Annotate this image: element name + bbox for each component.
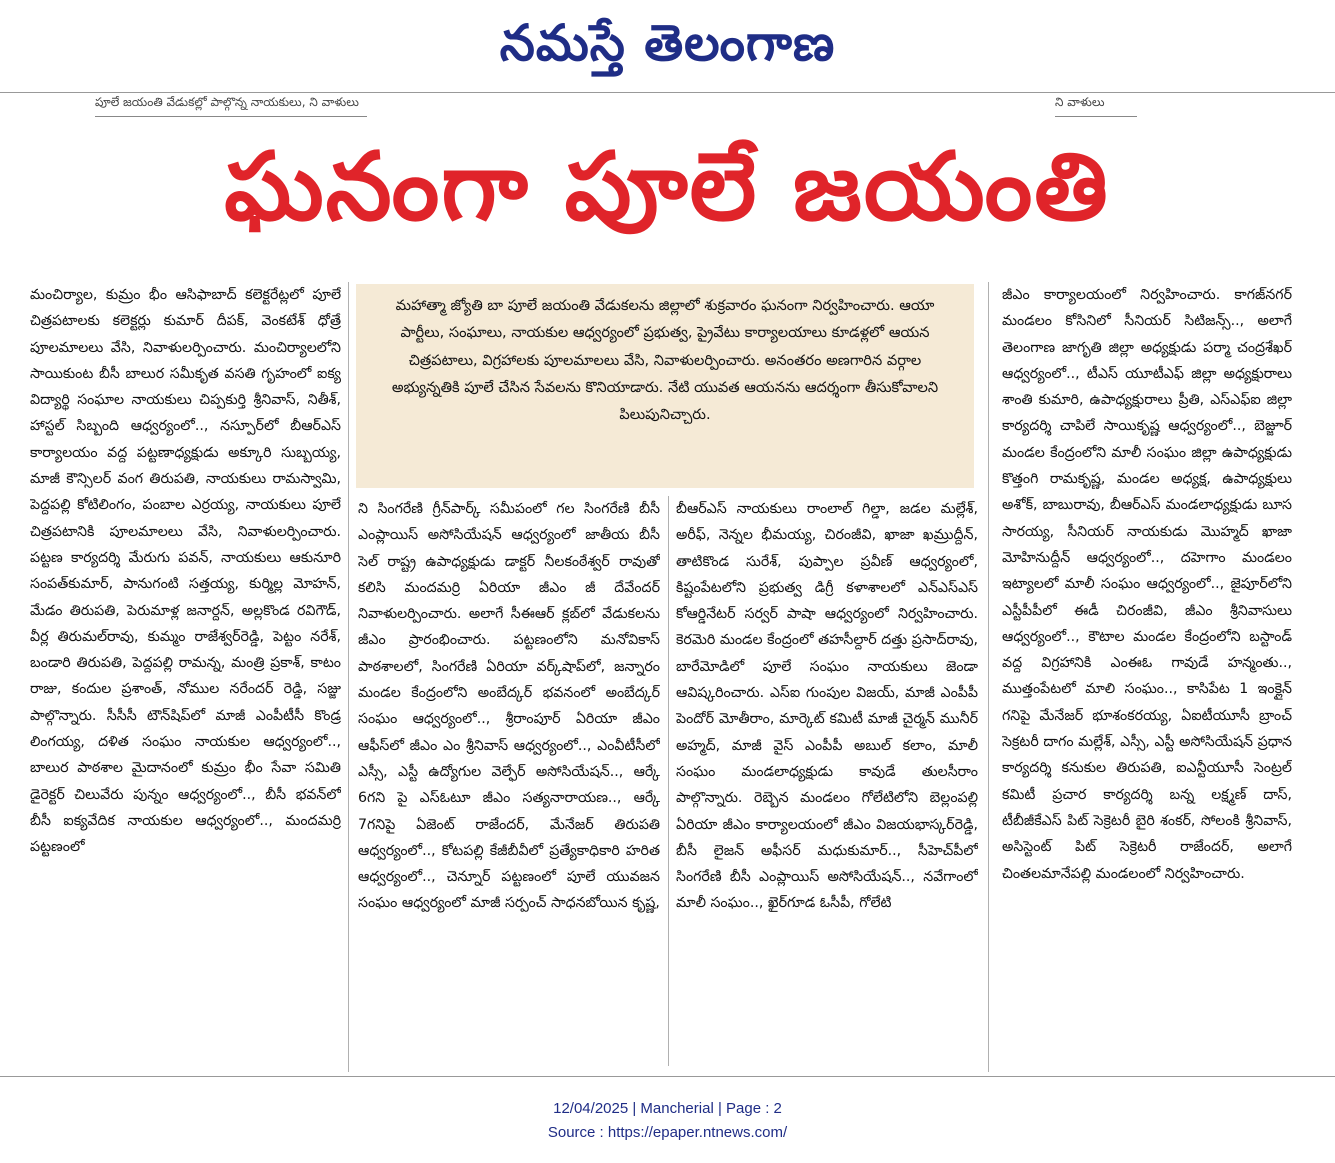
article-headline: ఘనంగా పూలే జయంతి xyxy=(224,133,1110,242)
article-column-3: బీఆర్ఎస్ నాయకులు రాంలాల్ గిల్డా, జడల మల్లేశ్, అరీఫ్, నెన్నల భీమయ్య, చిరంజీవి, ఖాజా ఖమ్రుద్దీన్, తాటికొండ సురేశ్, పుప్పాల ప్రవీణ్ ఆధ్వర్యంలో, కిష్టంపేటలోని ప్రభుత్వ డిగ్రీ కళాశాలలో ఎన్ఎస్ఎస్ కోఆర్డినేటర్ సర్వర్ పాషా ఆధ్వర్యంలో నిర్వహించారు. కెరమెరి మండల కేంద్రంలో తహసీల్దార్ దత్తు ప్రసాద్‌రావు, బారేమోడిలో పూలే సంఘం నాయకులు జెండా ఆవిష్కరించారు. ఎస్ఐ గుంపుల విజయ్, మాజీ ఎంపీపీ పెందోర్ మోతీరాం, మార్కెట్ కమిటీ మాజీ చైర్మన్ మునీర్ అహ్మద్, మాజీ వైస్ ఎంపీపీ అబుల్ కలాం, మాలీ సంఘం మండలాధ్యక్షుడు కావుడే తులసీరాం పాల్గొన్నారు. రెబ్బెన మండలం గోలేటిలోని బెల్లంపల్లి ఏరియా జీఎం కార్యాలయంలో జీఎం విజయభాస్కర్‌రెడ్డి, బీసీ లైజన్ అఫీసర్ మధుకుమార్.., సీహెచ్‌పీలో సింగరేణి బీసీ ఎంప్లాయిస్ అసోసియేషన్.., నవేగాంలో మాలీ సంఘం.., ఖైర్‌గూడ ఓసీపీ, గోలేటి xyxy=(676,501,978,912)
edition-info: 12/04/2025 | Mancherial | Page : 2 xyxy=(553,1100,782,1117)
newspaper-masthead: నమస్తే తెలంగాణ xyxy=(499,13,836,72)
article-intro-box: మహాత్మా జ్యోతి బా పూలే జయంతి వేడుకలను జిల్లాలో శుక్రవారం ఘనంగా నిర్వహించారు. ఆయా పార్టీలు, సంఘాలు, నాయకుల ఆధ్వర్యంలో ప్రభుత్వ, ప్రైవేటు కార్యాలయాలు కూడళ్లలో ఆయన చిత్రపటాలు, విగ్రహాలకు పూలమాలలు వేసి, నివాళులర్పించారు. అనంతరం అణగారిన వర్గాల అభ్యున్నతికి పూలే చేసిన సేవలను కొనియాడారు. నేటి యువత ఆయనను ఆదర్శంగా తీసుకోవాలని పిలుపునిచ్చారు. xyxy=(356,284,974,488)
bottom-divider xyxy=(0,1076,1335,1077)
photo-caption-strip-left: పూలే జయంతి వేడుకల్లో పాల్గొన్న నాయకులు, ని వాళులు xyxy=(95,96,367,117)
source-link[interactable]: Source : https://epaper.ntnews.com/ xyxy=(547,1124,788,1141)
column-divider xyxy=(348,282,349,1072)
photo-caption-strip-right: ని వాళులు xyxy=(1055,96,1137,117)
article-column-4: జీఎం కార్యాలయంలో నిర్వహించారు. కాగజ్‌నగర్ మండలం కోసినిలో సీనియర్ సిటిజన్స్.., అలాగే తెలంగాణ జాగృతి జిల్లా అధ్యక్షుడు పర్మా చంద్రశేఖర్ ఆధ్వర్యంలో.., టీఎస్ యూటీఎఫ్ జిల్లా అధ్యక్షురాలు శాంతి కుమారి, ఉపాధ్యక్షురాలు ప్రీతి, ఎస్ఎఫ్ఐ జిల్లా కార్యదర్శి చాపిలే సాయికృష్ణ ఆధ్వర్యంలో.., బెజ్జూర్ మండల కేంద్రంలోని మాలీ సంఘం జిల్లా ఉపాధ్యక్షుడు కొత్తంగి రామకృష్ణ, మండల అధ్యక్ష, ఉపాధ్యక్షులు అశోక్, బాబురావు, బీఆర్ఎస్ మండలాధ్యక్షుడు బూస సారయ్య, సీనియర్ నాయకుడు మొహ్మద్ ఖాజా మోహినుద్దీన్ ఆధ్వర్యంలో.., దహెగాం మండలం ఇట్యాలలో మాలీ సంఘం ఆధ్వర్యంలో.., జైపూర్‌లోని ఎస్టీపీపీలో ఈడీ చిరంజీవి, జీఎం శ్రీనివాసులు ఆధ్వర్యంలో.., కౌటాల మండల కేంద్రంలోని బస్టాండ్ వద్ద విగ్రహానికి ఎంఈఓ గావుడే హన్మంతు.., ముత్తంపేటలో మాలి సంఘం.., కాసిపేట 1 ఇంక్లైన్ గనిపై మేనేజర్ భూశంకరయ్య, ఏఐటీయూసీ బ్రాంచ్ సెక్రటరీ దాగం మల్లేశ్, ఎస్సీ, ఎస్టీ అసోసియేషన్ ప్రధాన కార్యదర్శి కనుకుల తిరుపతి, ఐఎన్టీయూసీ సెంట్రల్ కమిటీ ప్రచార కార్యదర్శి బన్న లక్ష్మణ్ దాస్, టీబీజీకేఎస్ పిట్ సెక్రెటరీ బైరి శంకర్, సోలంకి శ్రీనివాస్, అసిస్టెంట్ పిట్ సెక్రెటరీ రాజేందర్, అలాగే చింతలమానేపల్లి మండలంలో నిర్వహించారు. xyxy=(1002,287,1292,882)
article-column-2: ని సింగరేణి గ్రీన్‌పార్క్ సమీపంలో గల సింగరేణి బీసీ ఎంప్లాయిస్ అసోసియేషన్ ఆధ్వర్యంలో జాతీయ బీసీ సెల్ రాష్ట్ర ఉపాధ్యక్షుడు డాక్టర్ నీలకంఠేశ్వర్ రావుతో కలిసి మందమర్రి ఏరియా జీఎం జీ దేవేందర్ నివాళులర్పించారు. అలాగే సీఈఆర్ క్లబ్‌లో వేడుకలను జీఎం ప్రారంభించారు. పట్టణంలోని మనోవికాస్ పాఠశాలలో, సింగరేణి ఏరియా వర్క్‌షాప్‌లో, జన్నారం మండల కేంద్రంలోని అంబేద్కర్ భవనంలో అంబేద్కర్ సంఘం ఆధ్వర్యంలో.., శ్రీరాంపూర్ ఏరియా జీఎం ఆఫీస్‌లో జీఎం ఎం శ్రీనివాస్ ఆధ్వర్యంలో.., ఎంవీటీసీలో ఎస్సీ, ఎస్టీ ఉద్యోగుల వెల్ఫేర్ అసోసియేషన్.., ఆర్కే 6గని పై ఎస్ఓటూ జీఎం సత్యనారాయణ.., ఆర్కే 7గనిపై ఏజెంట్ రాజేందర్, మేనేజర్ తిరుపతి ఆధ్వర్యంలో.., కోటపల్లి కేజీబీవీలో ప్రత్యేకాధికారి హరిత ఆధ్వర్యంలో.., చెన్నూర్ పట్టణంలో పూలే యువజన సంఘం ఆధ్వర్యంలో మాజీ సర్పంచ్ సాధనబోయిన కృష్ణ, xyxy=(358,501,660,912)
column-divider xyxy=(668,496,669,1066)
top-divider xyxy=(0,92,1335,93)
column-divider xyxy=(988,282,989,1072)
article-column-1: మంచిర్యాల, కుమ్రం భీం ఆసిఫాబాద్ కలెక్టరేట్లలో పూలే చిత్రపటాలకు కలెక్టర్లు కుమార్ దీపక్, వెంకటేశ్ ధోత్రే పూలమాలలు వేసి, నివాళులర్పించారు. మంచిర్యాలలోని సాయికుంట బీసీ బాలుర సమీకృత వసతి గృహంలో ఐక్య విద్యార్థి సంఘాల నాయకులు చిప్పకుర్తి శ్రీనివాస్, నితీశ్, హాస్టల్ సిబ్బంది ఆధ్వర్యంలో.., నస్పూర్‌లో బీఆర్ఎస్ కార్యాలయం వద్ద పట్టణాధ్యక్షుడు అక్కూరి సుబ్బయ్య, మాజీ కౌన్సిలర్ వంగ తిరుపతి, నాయకులు రామస్వామి, పెద్దపల్లి కోటిలింగం, పంబాల ఎర్రయ్య, నాయకులు పూలే చిత్రపటానికి పూలమాలలు వేసి, నివాళులర్పించారు. పట్టణ కార్యదర్శి మేరుగు పవన్, నాయకులు ఆకునూరి సంపత్‌కుమార్, పానుగంటి సత్తయ్య, కుర్మిల్ల మోహన్, మేడం తిరుపతి, పెరుమాళ్ల జనార్దన్, అల్లకొండ రవిగౌడ్, వీర్ల తిరుమల్‌రావు, కుమ్మం రాజేశ్వర్‌రెడ్డి, పెట్టం నరేశ్, బండారి తిరుపతి, పెద్దపల్లి రామన్న, మంత్రి ప్రకాశ్, కాటం రాజు, కందుల ప్రశాంత్, నోముల నరేందర్ రెడ్డి, సజ్జు పాల్గొన్నారు. సీసీసీ టౌన్‌షిప్‌లో మాజీ ఎంపీటీసీ కొండ్ర లింగయ్య, దళిత సంఘం నాయకుల ఆధ్వర్యంలో.., బాలుర పాఠశాల మైదానంలో కుమ్రం భీం సేవా సమితి డైరెక్టర్ చిలువేరు పున్నం ఆధ్వర్యంలో.., బీసీ భవన్‌లో బీసీ ఐక్యవేదిక నాయకుల ఆధ్వర్యంలో.., మందమర్రి పట్టణంలో xyxy=(30,287,341,856)
